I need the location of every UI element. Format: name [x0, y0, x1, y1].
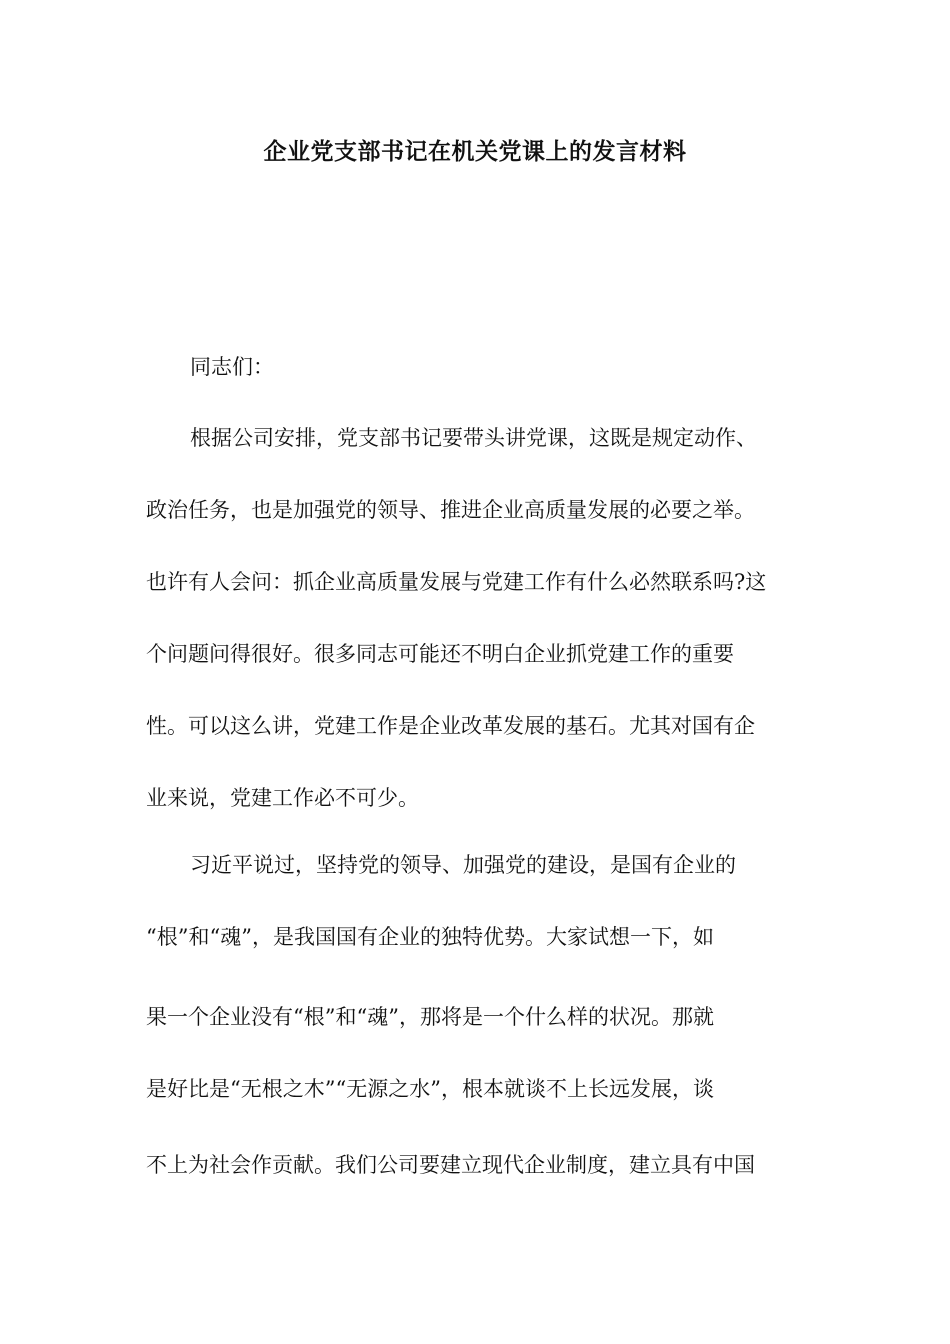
paragraph-1-line-5: 性。可以这么讲，党建工作是企业改革发展的基石。尤其对国有企: [146, 714, 755, 738]
paragraph-1-line-1: 根据公司安排，党支部书记要带头讲党课，这既是规定动作、: [190, 426, 757, 450]
salutation-line: 同志们：: [190, 355, 274, 379]
paragraph-1-line-4: 个问题问得很好。很多同志可能还不明白企业抓党建工作的重要: [146, 642, 734, 666]
paragraph-2-line-2: “根”和“魂”，是我国国有企业的独特优势。大家试想一下，如: [146, 925, 714, 949]
paragraph-2-line-1: 习近平说过，坚持党的领导、加强党的建设，是国有企业的: [190, 853, 736, 877]
document-title: 企业党支部书记在机关党课上的发言材料: [263, 138, 687, 165]
paragraph-1-line-6: 业来说，党建工作必不可少。: [146, 786, 419, 810]
paragraph-1-line-2: 政治任务，也是加强党的领导、推进企业高质量发展的必要之举。: [146, 498, 755, 522]
paragraph-2-line-4: 是好比是“无根之木”“无源之水”，根本就谈不上长远发展，谈: [146, 1077, 714, 1101]
paragraph-1-line-3: 也许有人会问：抓企业高质量发展与党建工作有什么必然联系吗?这: [146, 570, 767, 594]
paragraph-2-line-5: 不上为社会作贡献。我们公司要建立现代企业制度，建立具有中国: [146, 1153, 755, 1177]
paragraph-2-line-3: 果一个企业没有“根”和“魂”，那将是一个什么样的状况。那就: [146, 1005, 714, 1029]
